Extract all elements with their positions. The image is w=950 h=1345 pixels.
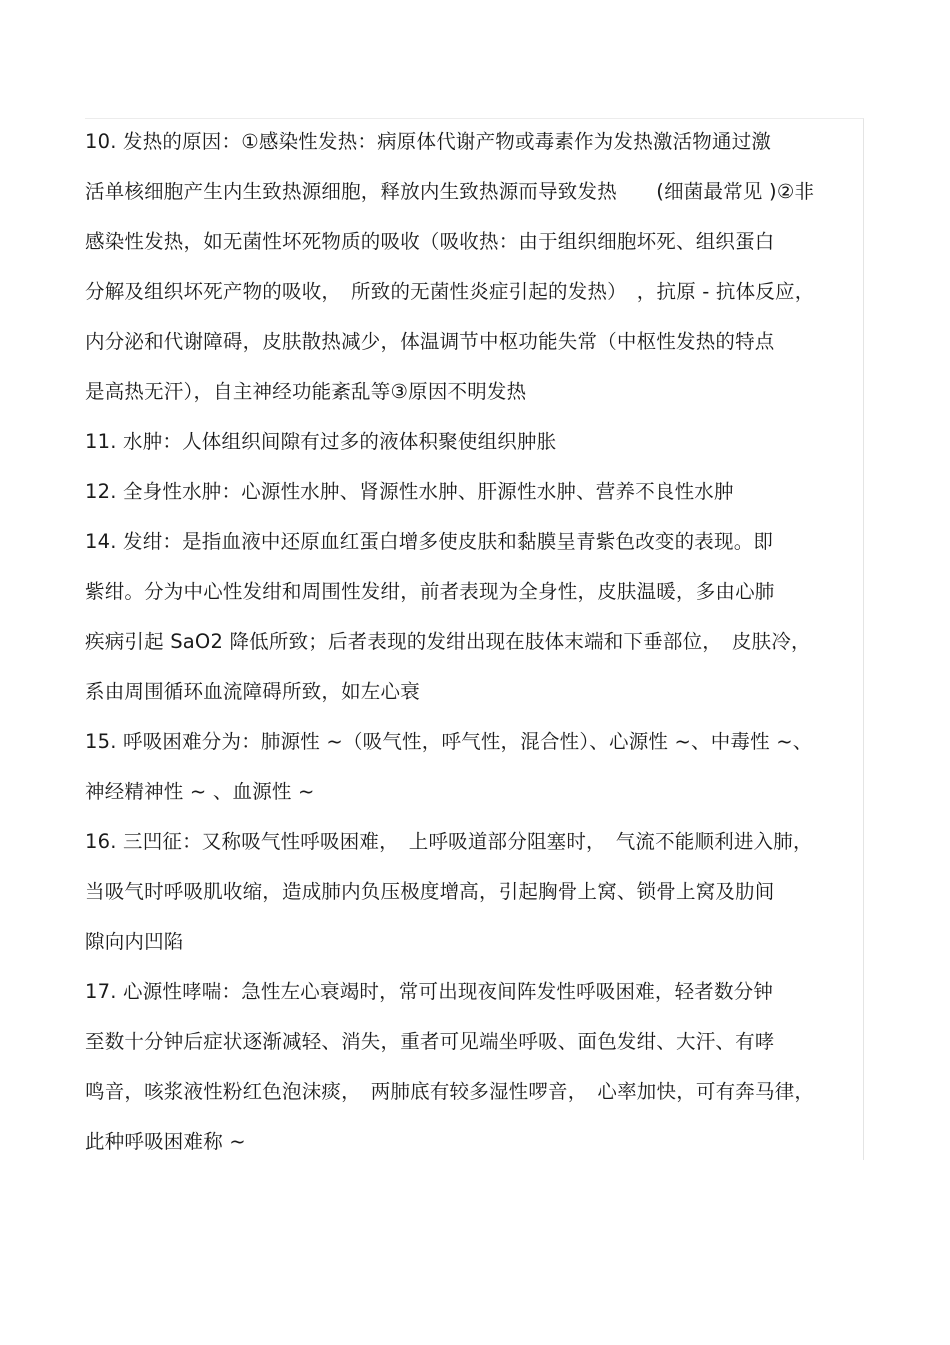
text-line: 至数十分钟后症状逐渐减轻、消失，重者可见端坐呼吸、面色发绀、大汗、有哮 bbox=[85, 1030, 775, 1053]
document-body bbox=[85, 128, 875, 1178]
text-line: 神经精神性 ~ 、血源性 ~ bbox=[85, 780, 315, 803]
text-line: 分解及组织坏死产物的吸收， 所致的无菌性炎症引起的发热） ，抗原 - 抗体反应， bbox=[85, 280, 815, 303]
text-line: 紫绀。分为中心性发绀和周围性发绀，前者表现为全身性，皮肤温暖，多由心肺 bbox=[85, 580, 775, 603]
text-line: 此种呼吸困难称 ~ bbox=[85, 1130, 246, 1153]
text-line: 当吸气时呼吸肌收缩，造成肺内负压极度增高，引起胸骨上窝、锁骨上窝及肋间 bbox=[85, 880, 775, 903]
text-line: 17. 心源性哮喘：急性左心衰竭时，常可出现夜间阵发性呼吸困难，轻者数分钟 bbox=[85, 980, 774, 1003]
text-line: 11. 水肿：人体组织间隙有过多的液体积聚使组织肿胀 bbox=[85, 430, 557, 453]
text-line: 疾病引起 SaO2 降低所致；后者表现的发绀出现在肢体末端和下垂部位， 皮肤冷， bbox=[85, 630, 811, 653]
text-line: 系由周围循环血流障碍所致，如左心衰 bbox=[85, 680, 420, 703]
text-line: 12. 全身性水肿：心源性水肿、肾源性水肿、肝源性水肿、营养不良性水肿 bbox=[85, 480, 734, 503]
text-line: 鸣音，咳浆液性粉红色泡沫痰， 两肺底有较多湿性啰音， 心率加快，可有奔马律， bbox=[85, 1080, 815, 1103]
text-line: 15. 呼吸困难分为：肺源性 ~（吸气性，呼气性，混合性）、心源性 ~、中毒性 ~、 bbox=[85, 730, 813, 753]
text-line: 14. 发绀：是指血液中还原血红蛋白增多使皮肤和黏膜呈青紫色改变的表现。即 bbox=[85, 530, 774, 553]
text-line: 内分泌和代谢障碍，皮肤散热减少，体温调节中枢功能失常（中枢性发热的特点 bbox=[85, 330, 775, 353]
text-line: 隙向内凹陷 bbox=[85, 930, 184, 953]
text-line: 感染性发热，如无菌性坏死物质的吸收（吸收热：由于组织细胞坏死、组织蛋白 bbox=[85, 230, 775, 253]
text-line: 10. 发热的原因：①感染性发热：病原体代谢产物或毒素作为发热激活物通过激 bbox=[85, 130, 772, 153]
text-line: 活单核细胞产生内生致热源细胞，释放内生致热源而导致发热 (细菌最常见 )②非 bbox=[85, 180, 815, 203]
text-line: 16. 三凹征：又称吸气性呼吸困难， 上呼吸道部分阻塞时， 气流不能顺利进入肺， bbox=[85, 830, 813, 853]
text-line: 是高热无汗），自主神经功能紊乱等③原因不明发热 bbox=[85, 380, 527, 403]
